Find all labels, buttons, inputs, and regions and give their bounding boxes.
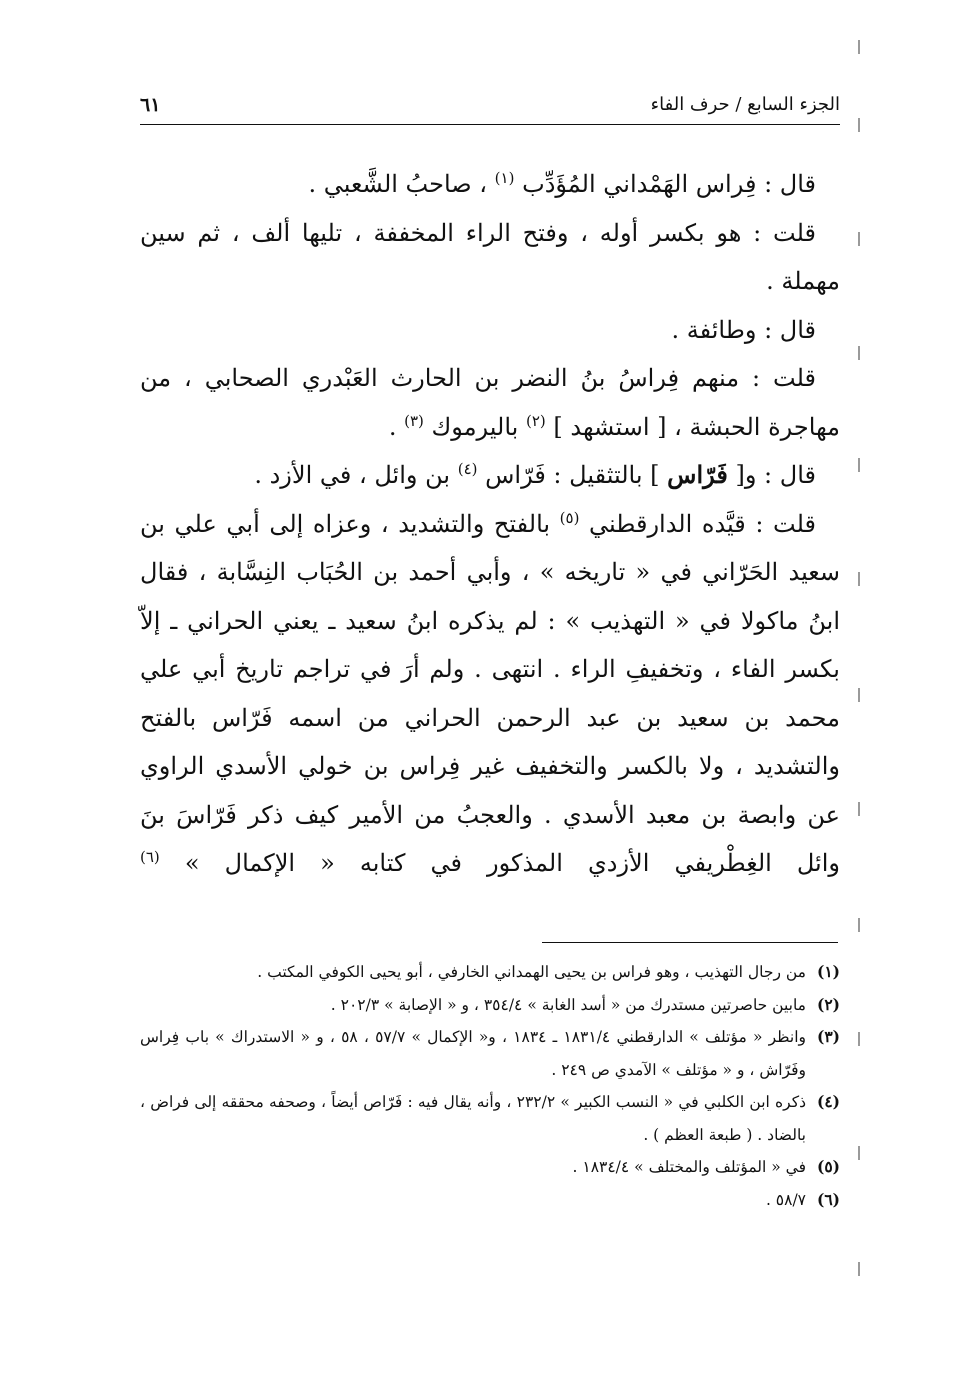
page-edge-marks — [858, 0, 862, 1375]
footnote-ref-5: (٥) — [559, 508, 580, 527]
main-text — [140, 160, 840, 888]
footnote-number: (٣) — [816, 1027, 840, 1046]
paragraph-5-mid: ] بالتثقيل : فَرّاس — [485, 461, 660, 489]
footnote-ref-2: (٢) — [525, 411, 546, 430]
footnote-ref-6: (٦) — [140, 848, 160, 866]
paragraph-1 — [140, 160, 840, 209]
paragraph-6-start: قلت : قيَّده الدارقطني — [589, 509, 816, 538]
running-head: الجزء السابع / حرف الفاء — [650, 94, 840, 115]
footnote-4 — [140, 1086, 840, 1151]
paragraph-6-text: بالفتح والتشديد ، وعزاه إلى أبي علي بن سعيد الحَرّاني في « تاريخه » ، وأبي أحمد بن الحُبَاب النِسَّابة ، فقال ابنُ ماكولا في « التهذيب » : لم يذكره ابنُ سعيد ـ يعني الحراني ـ إلاّ بكسر الفاء ، وتخفيفِ الراء . انتهى . ولم أرَ في تراجم تاريخ أبي علي محمد بن سعيد بن عبد الرحمن الحراني من اسمه فَرّاس بالفتح والتشديد ، ولا بالكسر والتخفيف غير فِراس بن خولي الأسدي الراوي عن وابصة بن معبد الأسدي . والعجبُ من الأمير كيف ذكر فَرّاسَ بنَ وائل الغِطْريفي الأزدي المذكور في كتابه « الإكمال » — [140, 509, 841, 877]
footnote-number: (٥) — [816, 1157, 840, 1176]
footnote-text: مابين حاصرتين مستدرك من « أسد الغابة » ٣٥٤/٤ ، و « الإصابة » ٢٠٢/٣ . — [330, 995, 806, 1014]
footnote-text: من رجال التهذيب ، وهو فراس بن يحيى الهمداني الخارفي ، أبو يحيى الكوفي المكتب . — [257, 963, 806, 981]
paragraph-1-end: ، صاحبُ الشَّعبي . — [308, 170, 488, 198]
paragraph-4 — [140, 354, 840, 451]
footnote-ref-3: (٣) — [404, 411, 424, 430]
paragraph-6 — [140, 500, 840, 888]
footnote-text: ذكره ابن الكلبي في « النسب الكبير » ٢٣٢/٢ ، وأنه يقال فيه : فَرّاص أيضاً ، وصحفه محققه إلى فراض ، بالضاد . ( طبعة العظم ) . — [140, 1093, 806, 1144]
page-header — [140, 90, 840, 130]
paragraph-1-text: قال : فِراس الهَمْداني المُؤَدِّب — [522, 170, 816, 198]
page-number: ٦١ — [140, 94, 161, 116]
header-rule — [140, 124, 840, 125]
footnotes — [140, 956, 840, 1216]
footnote-number: (٢) — [816, 994, 840, 1014]
footnote-text: ٥٨/٧ . — [765, 1190, 806, 1209]
footnote-number: (٤) — [816, 1092, 840, 1111]
footnote-6 — [140, 1184, 840, 1217]
paragraph-5-headword: فَرّاس — [667, 460, 728, 489]
paragraph-5-end: بن وائل ، في الأزد . — [254, 461, 451, 489]
paragraph-2: قلت : هو بكسر أوله ، وفتح الراء المخففة ، تليها ألف ، ثم سين مهملة . — [140, 218, 840, 295]
paragraph-3: قال : وطائفة . — [671, 315, 816, 344]
paragraph-4-text: قلت : منهم فِراسُ بنُ النضر بن الحارث العَبْدري الصحابي ، من مهاجرة الحبشة ، [ استشهد ] — [140, 364, 840, 441]
footnote-1 — [140, 956, 840, 989]
footnote-5 — [140, 1151, 840, 1184]
paragraph-5-start: قال : و[ — [735, 461, 816, 489]
footnote-ref-4: (٤) — [457, 460, 478, 478]
paragraph-5 — [140, 451, 840, 500]
footnote-text: في « المؤتلف والمختلف » ١٨٣٤/٤ . — [572, 1158, 806, 1176]
footnote-2 — [140, 989, 840, 1022]
footnote-3 — [140, 1021, 840, 1086]
paragraph-4-place: باليرموك — [431, 412, 519, 441]
footnote-number: (٦) — [816, 1189, 840, 1209]
paragraph-4-end: . — [388, 412, 397, 441]
footnote-ref-1: (١) — [494, 169, 515, 187]
footnote-text: وانظر « مؤتلف » الدارقطني ١٨٣١/٤ ـ ١٨٣٤ ، و« الإكمال » ٥٧/٧ ، ٥٨ ، و « الاستدراك » باب فِراس وفَرّاش ، و « مؤتلف » الآمدي ص ٢٤٩ . — [140, 1028, 807, 1079]
footnote-separator — [542, 942, 838, 943]
footnote-number: (١) — [816, 962, 840, 981]
